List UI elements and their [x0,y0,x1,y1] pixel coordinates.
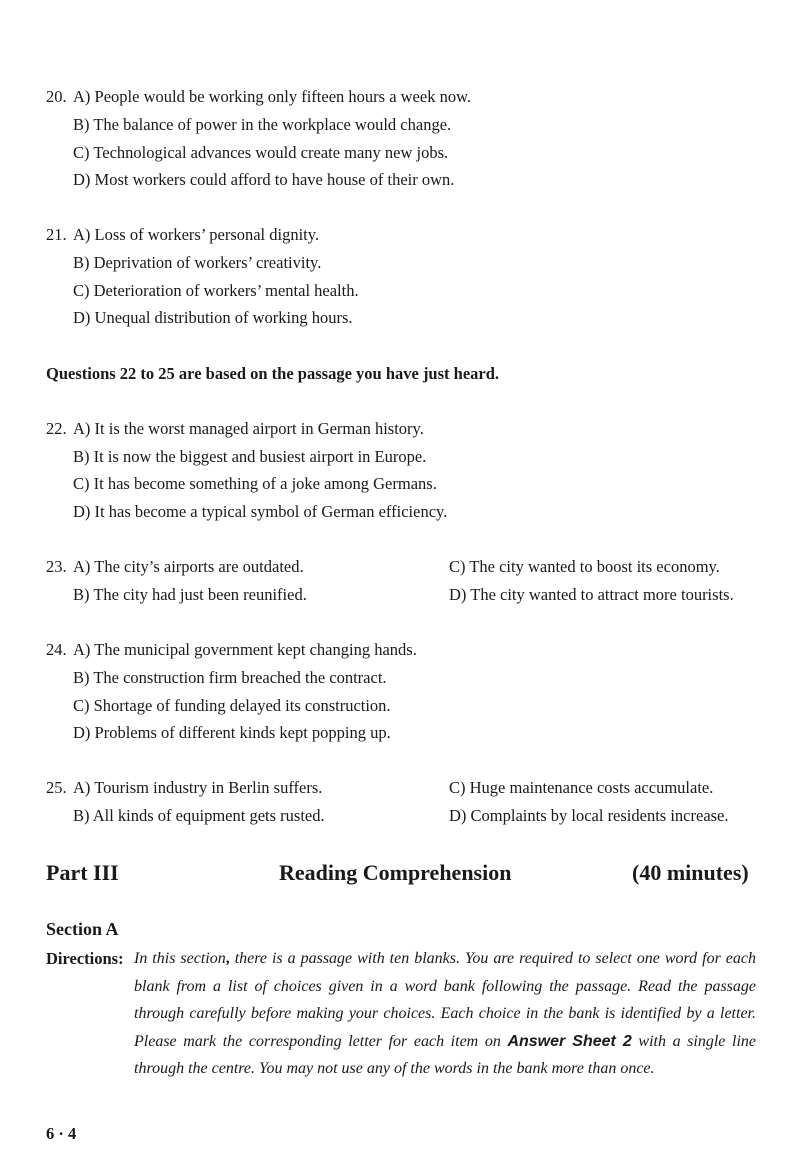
directions-colon: : [118,949,124,968]
question-24-option-d: D) Problems of different kinds kept popping up. [73,723,391,742]
question-21-option-c: C) Deterioration of workers’ mental health. [73,281,359,300]
question-23-option-d: D) The city wanted to attract more tourists. [449,585,734,604]
part-time: (40 minutes) [632,860,749,885]
question-20-option-a: A) People would be working only fifteen hours a week now. [73,87,472,106]
question-21-number: 21. [46,225,67,244]
question-25-number: 25. [46,778,67,797]
directions-text-2: there is a passage with ten blanks. You are required to select one word for each blank from a list of choices given in a word bank following the passage. Read the passage through carefully before making your choices. Each choice in the bank is identified by a letter. Please mark the corresponding letter for each item on [134,950,757,1050]
question-24-option-b: B) The construction firm breached the contract. [73,668,387,687]
question-21-option-b: B) Deprivation of workers’ creativity. [73,253,322,272]
question-25-option-a: A) Tourism industry in Berlin suffers. [73,778,323,797]
question-20-option-d: D) Most workers could afford to have house of their own. [73,170,455,189]
page-number: 6 · 4 [46,1124,77,1143]
section-title: Section A [46,919,119,939]
question-21-option-a: A) Loss of workers’ personal dignity. [73,225,320,244]
question-24-option-c: C) Shortage of funding delayed its construction. [73,696,391,715]
question-20-option-c: C) Technological advances would create many new jobs. [73,143,449,162]
question-22-option-d: D) It has become a typical symbol of German efficiency. [73,502,448,521]
question-21-option-d: D) Unequal distribution of working hours. [73,308,353,327]
question-23-option-b: B) The city had just been reunified. [73,585,307,604]
question-25-option-b: B) All kinds of equipment gets rusted. [73,806,325,825]
question-22-number: 22. [46,419,67,438]
answer-sheet-2: Answer Sheet 2 [507,1032,632,1050]
directions-text-1: In this section [134,950,226,967]
part-label: Part III [46,860,119,885]
question-22-option-c: C) It has become something of a joke among Germans. [73,474,437,493]
question-23-option-c: C) The city wanted to boost its economy. [449,557,720,576]
question-23-option-a: A) The city’s airports are outdated. [73,557,304,576]
directions-text [134,945,756,1083]
directions-comma: , [225,950,230,967]
question-20-option-b: B) The balance of power in the workplace would change. [73,115,452,134]
question-24-number: 24. [46,640,67,659]
question-20-number: 20. [46,87,67,106]
question-24-option-a: A) The municipal government kept changing hands. [73,640,417,659]
directions-label [46,949,124,969]
question-22-option-a: A) It is the worst managed airport in German history. [73,419,424,438]
directions-text-3: with a single line through the centre. You may not use any of the words in the bank more than once. [134,1032,757,1077]
question-25-option-c: C) Huge maintenance costs accumulate. [449,778,714,797]
part-title: Reading Comprehension [279,860,512,885]
questions-22-25-heading: Questions 22 to 25 are based on the passage you have just heard. [46,364,500,383]
directions-label-text: Directions [46,949,119,968]
question-23-number: 23. [46,557,67,576]
question-22-option-b: B) It is now the biggest and busiest airport in Europe. [73,447,427,466]
question-25-option-d: D) Complaints by local residents increase. [449,806,729,825]
